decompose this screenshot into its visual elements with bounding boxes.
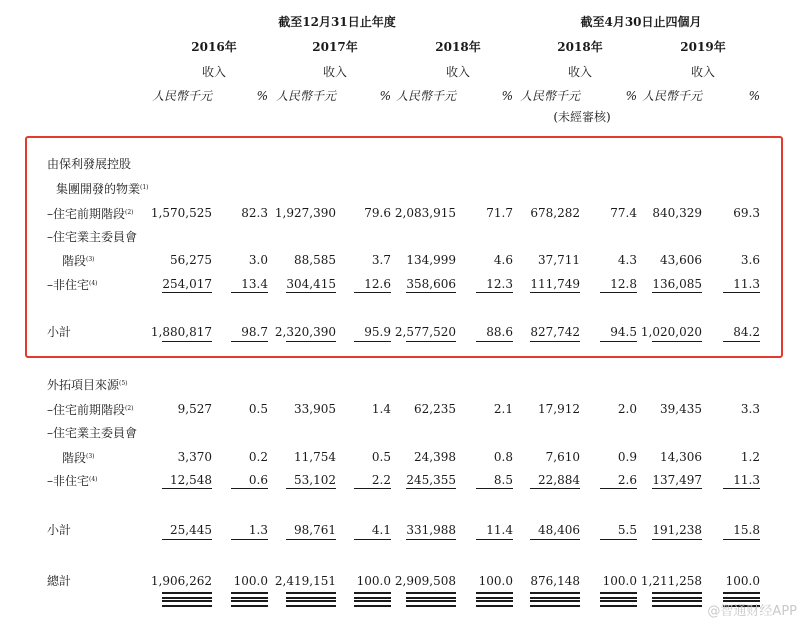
table-cell: 8.5	[493, 473, 513, 487]
table-cell: 2,577,520	[394, 325, 456, 339]
underline	[600, 488, 637, 489]
column-year: 2019年	[680, 40, 726, 54]
table-cell: 3.6	[740, 253, 760, 267]
table-cell: 56,275	[170, 253, 212, 267]
table-cell: 13.4	[241, 277, 268, 291]
footnote-marker: (2)	[125, 405, 134, 412]
column-revenue-label: 收入	[567, 65, 593, 79]
table-cell: 14,306	[660, 450, 702, 464]
column-year: 2017年	[312, 40, 358, 54]
row-label	[47, 473, 98, 488]
table-cell: 17,912	[538, 402, 580, 416]
column-currency-label: 人民幣千元	[275, 89, 336, 103]
table-cell: 77.4	[610, 206, 637, 220]
footnote-marker: (3)	[86, 256, 95, 263]
table-cell: 0.8	[493, 450, 513, 464]
table-cell: 94.5	[610, 325, 637, 339]
footnote-marker: (4)	[89, 280, 98, 287]
table-cell: 62,235	[414, 402, 456, 416]
double-underline	[406, 592, 456, 599]
underline	[652, 488, 702, 489]
underline	[723, 539, 760, 540]
table-cell: 33,905	[294, 402, 336, 416]
table-cell: 79.6	[364, 206, 391, 220]
header-group-year-end: 截至12月31日止年度	[278, 15, 396, 29]
underline	[162, 341, 212, 342]
row-label-text: –非住宅	[47, 474, 90, 488]
underline	[476, 341, 513, 342]
footnote-marker: (1)	[140, 184, 149, 191]
row-label-cont	[62, 450, 95, 465]
underline	[600, 539, 637, 540]
table-cell: 100.0	[725, 574, 760, 588]
underline	[354, 488, 391, 489]
column-revenue-label: 收入	[322, 65, 348, 79]
section1-title-line2	[56, 181, 149, 196]
table-cell: 3.3	[740, 402, 760, 416]
table-cell: 98.7	[241, 325, 268, 339]
table-cell: 0.5	[371, 450, 391, 464]
table-cell: 358,606	[406, 277, 456, 291]
double-underline	[476, 600, 513, 607]
footnote-marker: (2)	[125, 209, 134, 216]
table-cell: 111,749	[530, 277, 580, 291]
table-cell: 24,398	[414, 450, 456, 464]
subtotal-label: 小計	[47, 523, 72, 537]
table-cell: 1,020,020	[640, 325, 702, 339]
underline	[530, 292, 580, 293]
underline	[231, 341, 268, 342]
column-pct-label: %	[625, 89, 637, 103]
table-cell: 11.3	[733, 277, 760, 291]
underline	[406, 292, 456, 293]
double-underline	[231, 592, 268, 599]
table-cell: 100.0	[602, 574, 637, 588]
underline	[476, 488, 513, 489]
table-cell: 2.1	[493, 402, 513, 416]
row-label-cont-text: 階段	[62, 254, 87, 268]
table-cell: 25,445	[170, 523, 212, 537]
table-cell: 4.6	[493, 253, 513, 267]
double-underline	[286, 600, 336, 607]
underline	[354, 539, 391, 540]
double-underline	[162, 592, 212, 599]
section1-title: 由保利發展控股	[47, 157, 132, 171]
table-cell: 12.6	[364, 277, 391, 291]
table-cell: 134,999	[406, 253, 456, 267]
underline	[530, 488, 580, 489]
total-label: 總計	[47, 574, 72, 588]
column-pct-label: %	[748, 89, 760, 103]
column-revenue-label: 收入	[201, 65, 227, 79]
double-underline	[600, 600, 637, 607]
table-cell: 11,754	[294, 450, 336, 464]
table-cell: 2,083,915	[394, 206, 456, 220]
column-currency-label: 人民幣千元	[395, 89, 456, 103]
underline	[652, 292, 702, 293]
table-cell: 11.3	[733, 473, 760, 487]
table-cell: 0.5	[248, 402, 268, 416]
unaudited-note: (未經審核)	[553, 110, 611, 124]
footnote-marker: (4)	[89, 476, 98, 483]
table-cell: 4.3	[617, 253, 637, 267]
section2-title-text: 外拓項目來源	[47, 378, 120, 392]
table-cell: 827,742	[530, 325, 580, 339]
underline	[476, 539, 513, 540]
table-cell: 88.6	[486, 325, 513, 339]
table-cell: 4.1	[371, 523, 391, 537]
table-cell: 876,148	[530, 574, 580, 588]
underline	[723, 488, 760, 489]
column-year: 2018年	[557, 40, 603, 54]
row-label	[47, 277, 98, 292]
table-cell: 678,282	[530, 206, 580, 220]
column-revenue-label: 收入	[445, 65, 471, 79]
table-cell: 9,527	[177, 402, 212, 416]
table-cell: 2,419,151	[274, 574, 336, 588]
table-cell: 1.3	[248, 523, 268, 537]
table-cell: 100.0	[233, 574, 268, 588]
table-cell: 1,211,258	[640, 574, 702, 588]
underline	[406, 341, 456, 342]
header-group-four-months: 截至4月30日止四個月	[580, 15, 702, 29]
underline	[286, 341, 336, 342]
underline	[286, 488, 336, 489]
table-cell: 136,085	[652, 277, 702, 291]
table-cell: 39,435	[660, 402, 702, 416]
underline	[354, 292, 391, 293]
table-cell: 11.4	[486, 523, 513, 537]
row-label-text: –住宅前期階段	[47, 207, 126, 221]
table-cell: 191,238	[652, 523, 702, 537]
double-underline	[600, 592, 637, 599]
underline	[286, 539, 336, 540]
table-cell: 1.4	[371, 402, 391, 416]
column-pct-label: %	[379, 89, 391, 103]
table-cell: 12.8	[610, 277, 637, 291]
row-label-text: –住宅前期階段	[47, 403, 126, 417]
double-underline	[652, 600, 702, 607]
table-cell: 840,329	[652, 206, 702, 220]
column-year: 2018年	[435, 40, 481, 54]
section1-title-line2-text: 集團開發的物業	[56, 182, 141, 196]
table-cell: 304,415	[286, 277, 336, 291]
table-cell: 82.3	[241, 206, 268, 220]
underline	[162, 539, 212, 540]
underline	[162, 488, 212, 489]
table-cell: 22,884	[538, 473, 580, 487]
subtotal-label: 小計	[47, 325, 72, 339]
underline	[286, 292, 336, 293]
table-cell: 98,761	[294, 523, 336, 537]
double-underline	[406, 600, 456, 607]
table-cell: 1,927,390	[274, 206, 336, 220]
underline	[530, 341, 580, 342]
table-cell: 71.7	[486, 206, 513, 220]
table-cell: 12.3	[486, 277, 513, 291]
table-cell: 12,548	[170, 473, 212, 487]
table-cell: 3,370	[177, 450, 212, 464]
double-underline	[530, 592, 580, 599]
table-cell: 137,497	[652, 473, 702, 487]
section2-title	[47, 377, 128, 392]
table-cell: 0.6	[248, 473, 268, 487]
underline	[231, 488, 268, 489]
table-cell: 331,988	[406, 523, 456, 537]
row-label	[47, 402, 134, 417]
table-cell: 37,711	[538, 253, 580, 267]
underline	[530, 539, 580, 540]
table-cell: 69.3	[733, 206, 760, 220]
underline	[354, 341, 391, 342]
table-cell: 100.0	[478, 574, 513, 588]
double-underline	[354, 600, 391, 607]
underline	[652, 539, 702, 540]
underline	[406, 488, 456, 489]
underline	[600, 341, 637, 342]
table-cell: 48,406	[538, 523, 580, 537]
table-cell: 0.9	[617, 450, 637, 464]
double-underline	[476, 592, 513, 599]
table-cell: 3.0	[248, 253, 268, 267]
table-cell: 2.0	[617, 402, 637, 416]
table-cell: 100.0	[356, 574, 391, 588]
column-revenue-label: 收入	[690, 65, 716, 79]
underline	[600, 292, 637, 293]
table-cell: 2,909,508	[394, 574, 456, 588]
table-cell: 254,017	[162, 277, 212, 291]
underline	[476, 292, 513, 293]
row-label: –住宅業主委員會	[47, 230, 138, 244]
row-label	[47, 206, 134, 221]
double-underline	[723, 592, 760, 599]
underline	[231, 539, 268, 540]
underline	[723, 341, 760, 342]
footnote-marker: (5)	[119, 380, 128, 387]
table-cell: 43,606	[660, 253, 702, 267]
double-underline	[354, 592, 391, 599]
table-cell: 5.5	[617, 523, 637, 537]
table-cell: 2,320,390	[274, 325, 336, 339]
column-pct-label: %	[501, 89, 513, 103]
table-cell: 53,102	[294, 473, 336, 487]
table-cell: 15.8	[733, 523, 760, 537]
row-label-cont-text: 階段	[62, 451, 87, 465]
column-year: 2016年	[191, 40, 237, 54]
table-cell: 1,906,262	[150, 574, 212, 588]
underline	[231, 292, 268, 293]
table-cell: 1.2	[740, 450, 760, 464]
row-label-cont	[62, 253, 95, 268]
table-cell: 1,570,525	[150, 206, 212, 220]
table-cell: 3.7	[371, 253, 391, 267]
footnote-marker: (3)	[86, 453, 95, 460]
watermark: @智通财经APP	[707, 604, 797, 619]
column-currency-label: 人民幣千元	[151, 89, 212, 103]
column-currency-label: 人民幣千元	[641, 89, 702, 103]
underline	[652, 341, 702, 342]
table-cell: 245,355	[406, 473, 456, 487]
double-underline	[286, 592, 336, 599]
table-cell: 1,880,817	[150, 325, 212, 339]
double-underline	[652, 592, 702, 599]
row-label: –住宅業主委員會	[47, 426, 138, 440]
underline	[406, 539, 456, 540]
table-cell: 88,585	[294, 253, 336, 267]
column-currency-label: 人民幣千元	[519, 89, 580, 103]
underline	[723, 292, 760, 293]
table-cell: 84.2	[733, 325, 760, 339]
row-label-text: –非住宅	[47, 278, 90, 292]
double-underline	[530, 600, 580, 607]
table-cell: 95.9	[364, 325, 391, 339]
double-underline	[162, 600, 212, 607]
table-cell: 2.6	[617, 473, 637, 487]
underline	[162, 292, 212, 293]
table-cell: 0.2	[248, 450, 268, 464]
table-cell: 2.2	[371, 473, 391, 487]
double-underline	[231, 600, 268, 607]
table-cell: 7,610	[545, 450, 580, 464]
column-pct-label: %	[256, 89, 268, 103]
